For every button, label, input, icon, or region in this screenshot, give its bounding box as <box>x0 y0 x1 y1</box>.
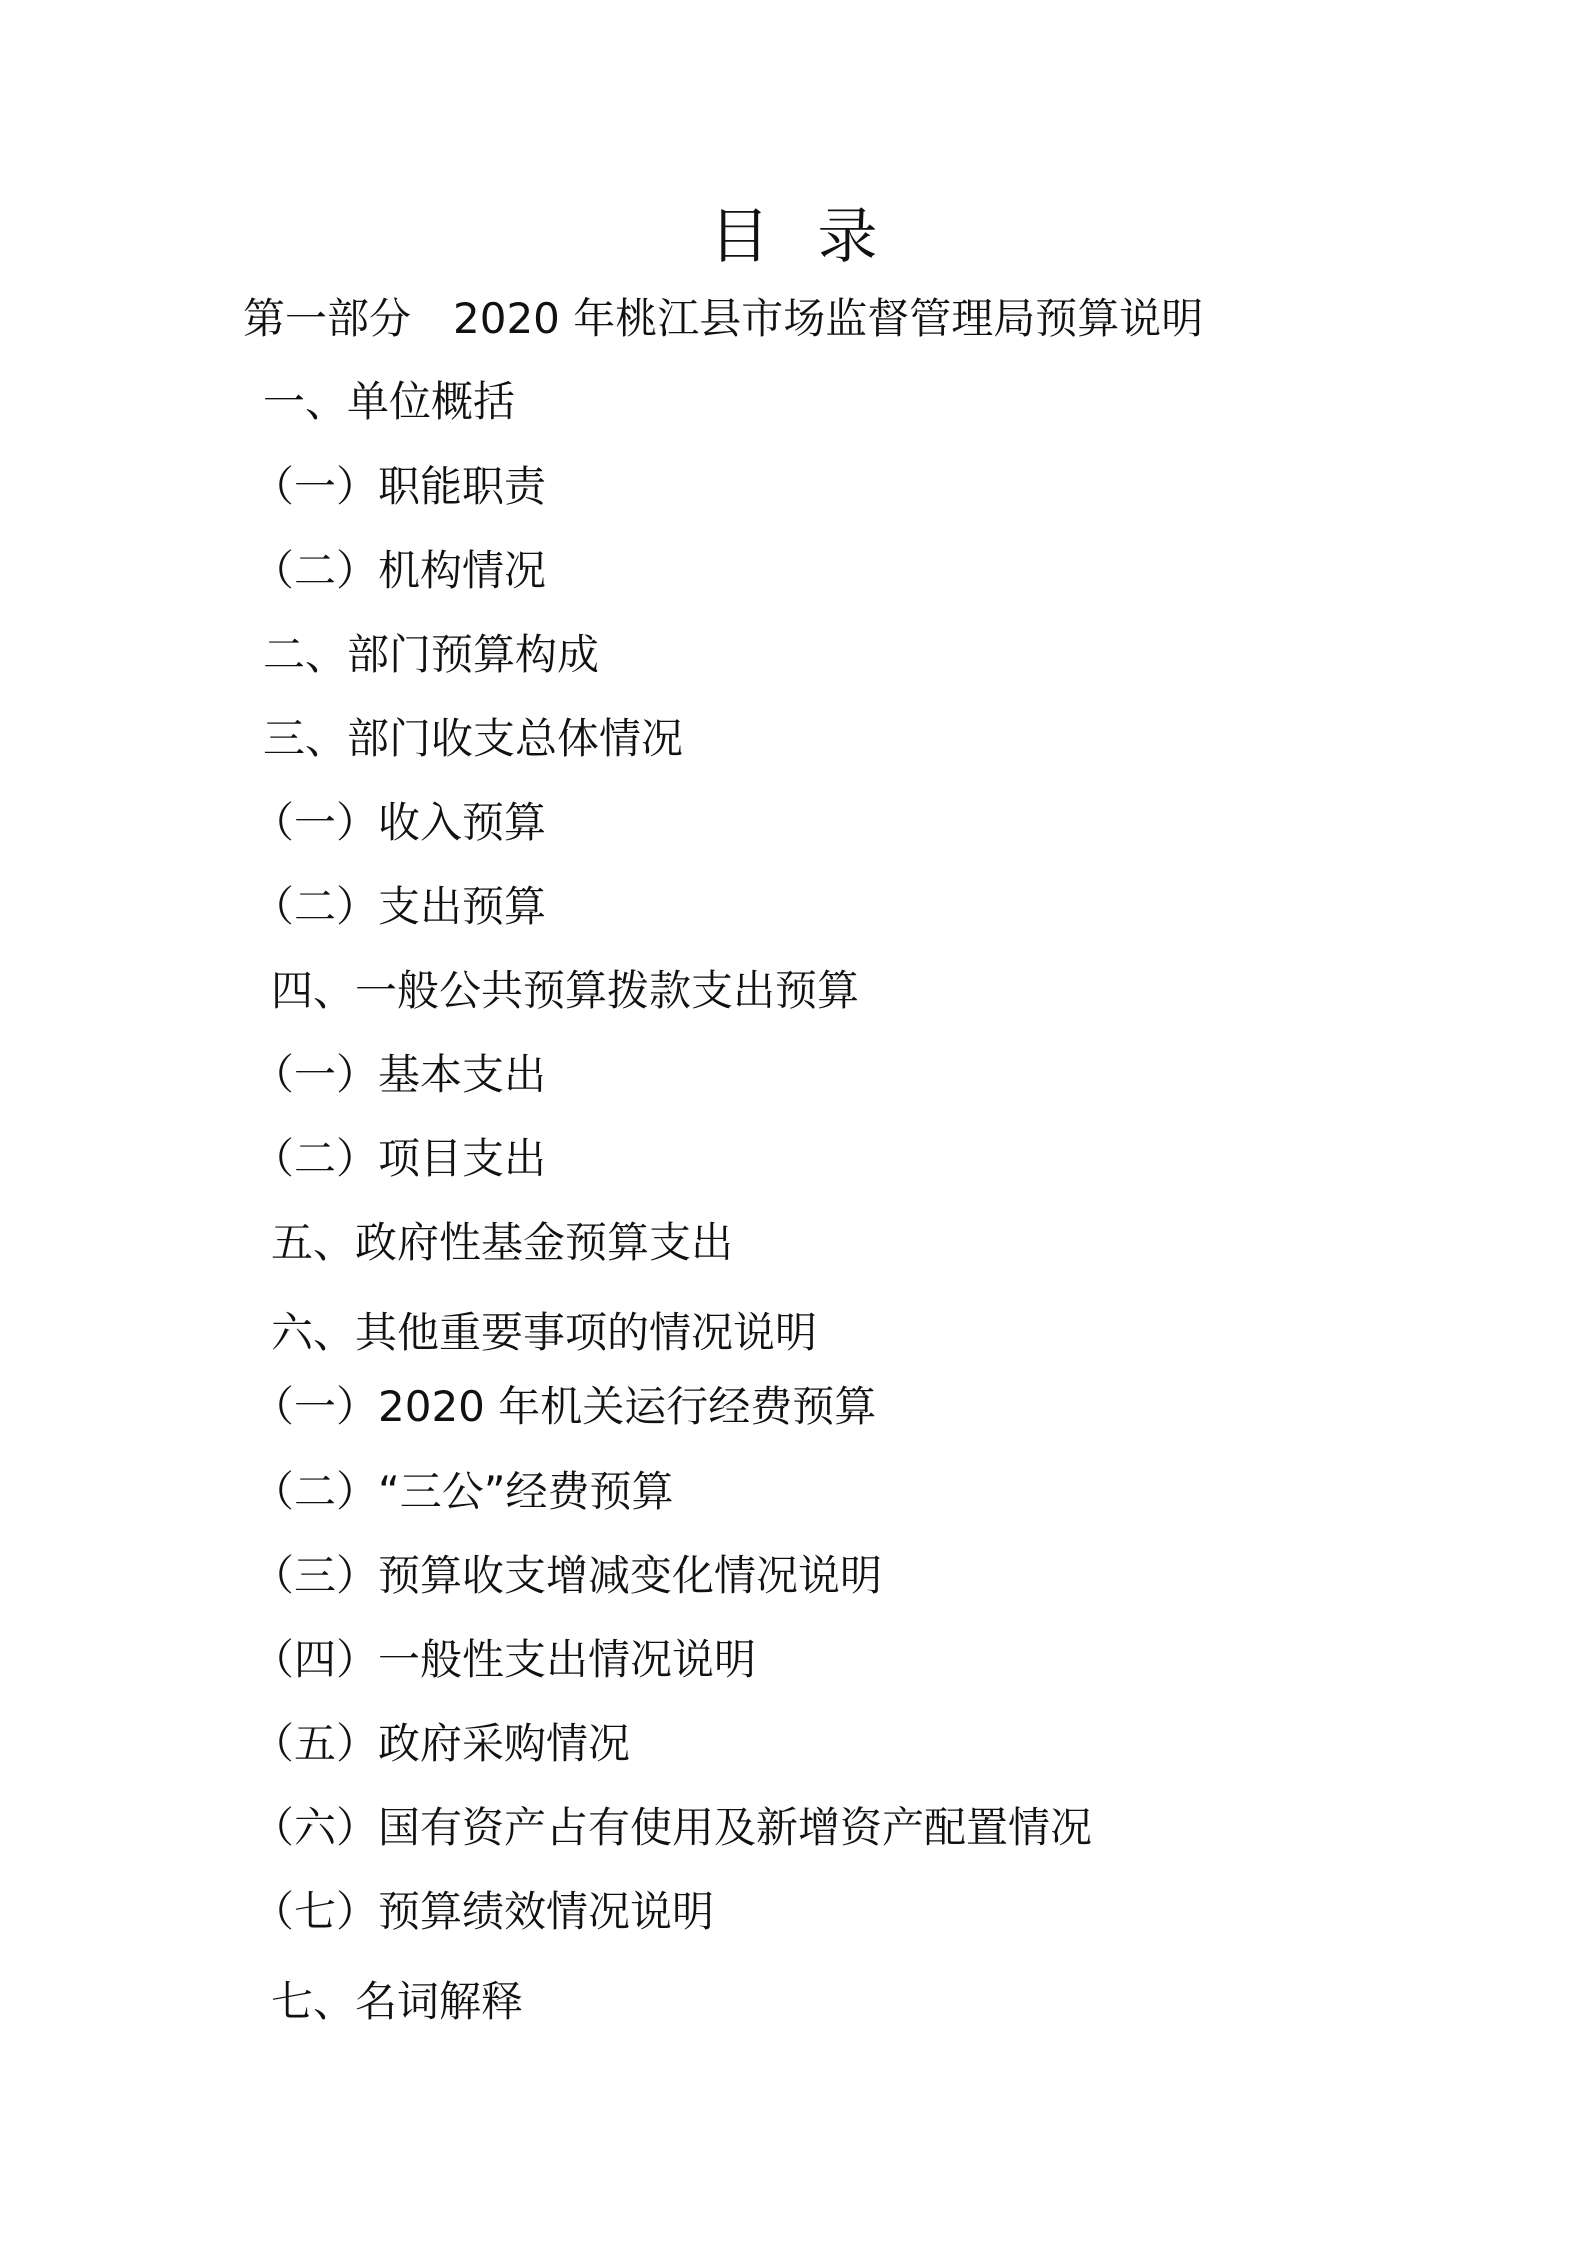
toc-entry: （五）政府采购情况 <box>252 1719 631 1768</box>
toc-entry: （二）“三公”经费预算 <box>252 1467 674 1516</box>
toc-entry: 三、部门收支总体情况 <box>263 714 684 763</box>
toc-entry: （一）职能职责 <box>252 462 547 511</box>
toc-entry: （一）收入预算 <box>252 798 547 847</box>
toc-entry: 七、名词解释 <box>271 1977 524 2026</box>
toc-entry: （一）基本支出 <box>252 1050 547 1099</box>
toc-entry: （二）项目支出 <box>252 1134 547 1183</box>
page-title: 目录 <box>709 202 926 272</box>
toc-entry: （二）支出预算 <box>252 882 547 931</box>
toc-entry: 二、部门预算构成 <box>263 630 600 679</box>
toc-entry: 四、一般公共预算拨款支出预算 <box>271 966 860 1015</box>
toc-entry: 五、政府性基金预算支出 <box>271 1218 734 1267</box>
toc-entry: （三）预算收支增减变化情况说明 <box>252 1551 883 1600</box>
part-heading: 第一部分 2020 年桃江县市场监督管理局预算说明 <box>243 294 1204 343</box>
toc-entry: 一、单位概括 <box>263 377 516 426</box>
toc-entry: （二）机构情况 <box>252 546 547 595</box>
toc-entry: 六、其他重要事项的情况说明 <box>271 1308 818 1357</box>
toc-entry: （四）一般性支出情况说明 <box>252 1635 757 1684</box>
toc-entry: （七）预算绩效情况说明 <box>252 1887 715 1936</box>
toc-entry: （六）国有资产占有使用及新增资产配置情况 <box>252 1803 1093 1852</box>
toc-entry: （一）2020 年机关运行经费预算 <box>252 1382 877 1431</box>
